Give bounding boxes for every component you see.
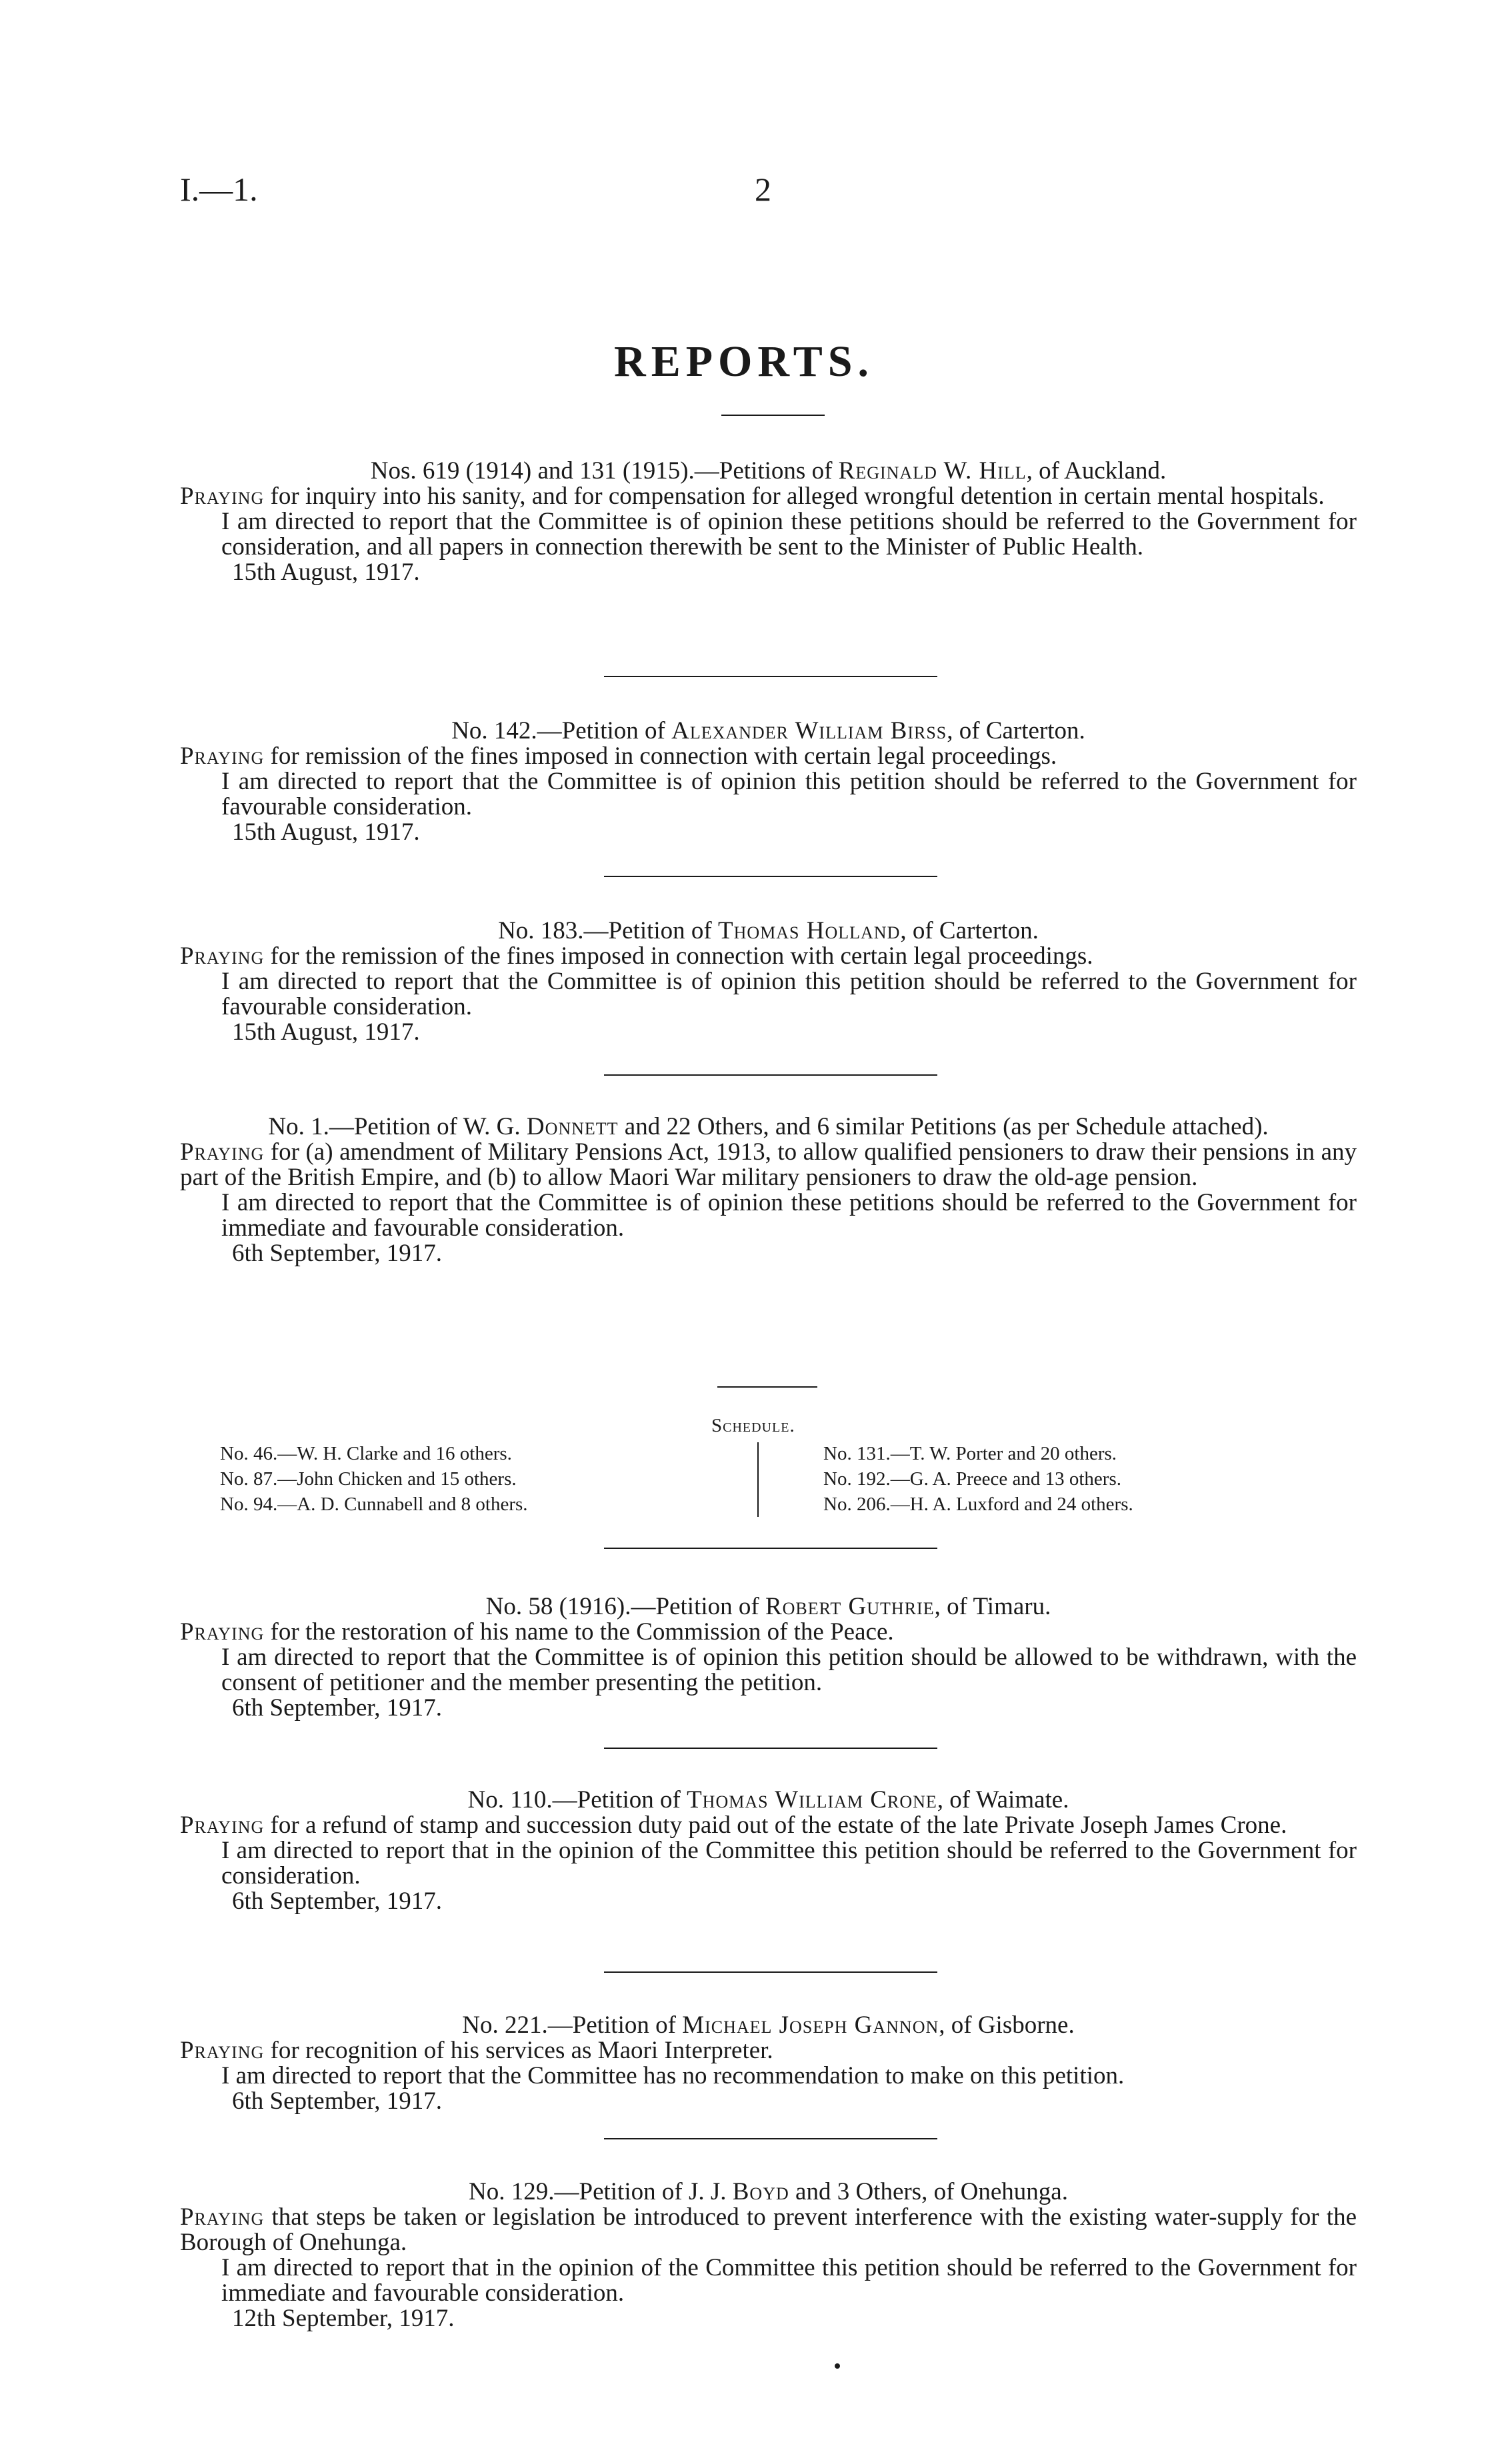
petition-title	[180, 1788, 1357, 1813]
section-divider	[604, 876, 937, 877]
praying-paragraph	[180, 1620, 1357, 1645]
praying-text: for inquiry into his sanity, and for compensation for alleged wrongful detention in certain mental hospitals.	[270, 483, 1325, 510]
petition-entry	[180, 2013, 1357, 2114]
petition-entry	[180, 1594, 1357, 1721]
praying-paragraph	[180, 944, 1357, 969]
praying-text: for (a) amendment of Military Pensions Act, 1913, to allow qualified pensioners to draw their pensions in any part of the British Empire, and (b) to allow Maori War military pensioners to draw the old-age pension.	[180, 1138, 1357, 1191]
report-paragraph: I am directed to report that the Committee is of opinion this petition should be referred to the Government for favourable consideration.	[221, 768, 1357, 820]
petition-number: No. 221.—Petition of	[462, 2011, 676, 2039]
petition-title	[180, 2013, 1357, 2038]
petitioner-place: , of Carterton.	[947, 717, 1085, 744]
petitioner-place: , of Gisborne.	[939, 2011, 1075, 2039]
petitioner-name: Thomas Holland	[718, 917, 901, 944]
petitioner-place: , of Waimate.	[937, 1786, 1069, 1814]
praying-label: Praying	[180, 1812, 265, 1839]
praying-text: for remission of the fines imposed in connection with certain legal proceedings.	[270, 742, 1057, 770]
schedule-item: No. 192.—G. A. Preece and 13 others.	[823, 1468, 1121, 1490]
print-speck	[835, 2363, 840, 2369]
report-date: 6th September, 1917.	[232, 1694, 443, 1722]
petition-title	[180, 1594, 1357, 1620]
report-date: 15th August, 1917.	[232, 559, 420, 586]
praying-text: for the restoration of his name to the Commission of the Peace.	[270, 1618, 894, 1646]
section-divider	[604, 1748, 937, 1749]
schedule-item: No. 94.—A. D. Cunnabell and 8 others.	[220, 1494, 528, 1515]
petition-number: No. 110.—Petition of	[467, 1786, 681, 1814]
petitioner-place: , of Auckland.	[1026, 457, 1167, 485]
schedule-column-right	[823, 1441, 1290, 1517]
petition-title	[180, 459, 1357, 484]
petition-number: No. 129.—Petition of J. J.	[469, 2178, 727, 2205]
schedule-column-left	[220, 1441, 753, 1517]
petition-number: Nos. 619 (1914) and 131 (1915).—Petitions of	[370, 457, 833, 485]
petition-title	[180, 1114, 1357, 1140]
praying-label: Praying	[180, 2203, 265, 2231]
petition-entry	[180, 459, 1357, 585]
report-date: 12th September, 1917.	[232, 2305, 455, 2332]
petitioner-place: and 22 Others, and 6 similar Petitions (as per Schedule attached).	[624, 1113, 1269, 1140]
section-divider	[604, 2138, 937, 2139]
petitioner-name: Thomas William Crone	[687, 1786, 937, 1814]
schedule-item: No. 131.—T. W. Porter and 20 others.	[823, 1443, 1117, 1464]
report-paragraph: I am directed to report that the Committee is of opinion this petition should be referred to the Government for favourable consideration.	[221, 968, 1357, 1020]
report-date: 6th September, 1917.	[232, 2087, 443, 2115]
praying-paragraph	[180, 2205, 1357, 2255]
petitioner-name: Donnett	[526, 1113, 619, 1140]
page-header	[180, 170, 1308, 217]
praying-label: Praying	[180, 742, 265, 770]
report-paragraph: I am directed to report that the Committee has no recommendation to make on this petition.	[221, 2062, 1125, 2089]
petitioner-name: Robert Guthrie	[765, 1593, 935, 1620]
praying-text: for a refund of stamp and succession duty paid out of the estate of the late Private Joseph James Crone.	[270, 1812, 1287, 1839]
praying-label: Praying	[180, 483, 265, 510]
petitioner-place: and 3 Others, of Onehunga.	[795, 2178, 1068, 2205]
praying-label: Praying	[180, 2037, 265, 2064]
petition-entry	[180, 1114, 1357, 1266]
praying-paragraph	[180, 1140, 1357, 1190]
petition-entry	[180, 1788, 1357, 1914]
schedule-item: No. 87.—John Chicken and 15 others.	[220, 1468, 517, 1490]
petitioner-name: Alexander William Birss	[671, 717, 947, 744]
petitioner-place: , of Timaru.	[934, 1593, 1051, 1620]
praying-paragraph	[180, 1813, 1357, 1838]
title-divider	[721, 415, 825, 416]
schedule-item: No. 46.—W. H. Clarke and 16 others.	[220, 1443, 512, 1464]
report-paragraph: I am directed to report that the Committee is of opinion this petition should be allowed to be withdrawn, with the consent of petitioner and the member presenting the petition.	[221, 1644, 1357, 1696]
page-title: REPORTS.	[614, 337, 874, 386]
report-paragraph: I am directed to report that the Committee is of opinion these petitions should be referred to the Government for consideration, and all papers in connection therewith be sent to the Minister of Public Health.	[221, 508, 1357, 561]
schedule-title: Schedule.	[711, 1415, 795, 1436]
report-paragraph: I am directed to report that the Committee is of opinion these petitions should be referred to the Government for immediate and favourable consideration.	[221, 1189, 1357, 1242]
report-date: 15th August, 1917.	[232, 1018, 420, 1046]
petitioner-place: , of Carterton.	[900, 917, 1039, 944]
petition-number: No. 183.—Petition of	[498, 917, 712, 944]
praying-label: Praying	[180, 1138, 265, 1166]
section-divider	[604, 1074, 937, 1076]
section-divider	[604, 676, 937, 677]
report-date: 15th August, 1917.	[232, 818, 420, 846]
section-divider	[604, 1548, 937, 1549]
report-paragraph: I am directed to report that in the opinion of the Committee this petition should be referred to the Government for immediate and favourable consideration.	[221, 2254, 1357, 2307]
praying-label: Praying	[180, 942, 265, 970]
petitioner-name: Reginald W. Hill	[838, 457, 1027, 485]
petitioner-name: Boyd	[732, 2178, 789, 2205]
section-divider	[604, 1971, 937, 1973]
petition-title	[180, 2179, 1357, 2205]
praying-text: for the remission of the fines imposed in connection with certain legal proceedings.	[270, 942, 1093, 970]
page-number: 2	[755, 171, 771, 208]
petition-title	[180, 918, 1357, 944]
petition-number: No. 58 (1916).—Petition of	[485, 1593, 759, 1620]
praying-paragraph	[180, 744, 1357, 769]
praying-text: that steps be taken or legislation be introduced to prevent interference with the existing water-supply for the Borough of Onehunga.	[180, 2203, 1357, 2256]
report-date: 6th September, 1917.	[232, 1887, 443, 1915]
report-paragraph: I am directed to report that in the opinion of the Committee this petition should be referred to the Government for consideration.	[221, 1837, 1357, 1889]
document-reference: I.—1.	[180, 171, 258, 208]
schedule-item: No. 206.—H. A. Luxford and 24 others.	[823, 1494, 1133, 1515]
schedule-column-divider	[757, 1442, 759, 1517]
praying-label: Praying	[180, 1618, 265, 1646]
petition-number: No. 1.—Petition of W. G.	[268, 1113, 521, 1140]
petition-title	[180, 718, 1357, 744]
schedule-divider	[717, 1386, 817, 1388]
praying-text: for recognition of his services as Maori Interpreter.	[270, 2037, 773, 2064]
praying-paragraph	[180, 484, 1357, 509]
petition-entry	[180, 718, 1357, 845]
report-date: 6th September, 1917.	[232, 1240, 443, 1267]
petition-number: No. 142.—Petition of	[451, 717, 665, 744]
praying-paragraph	[180, 2038, 1357, 2063]
petitioner-name: Michael Joseph Gannon	[682, 2011, 939, 2039]
petition-entry	[180, 2179, 1357, 2331]
petition-entry	[180, 918, 1357, 1045]
